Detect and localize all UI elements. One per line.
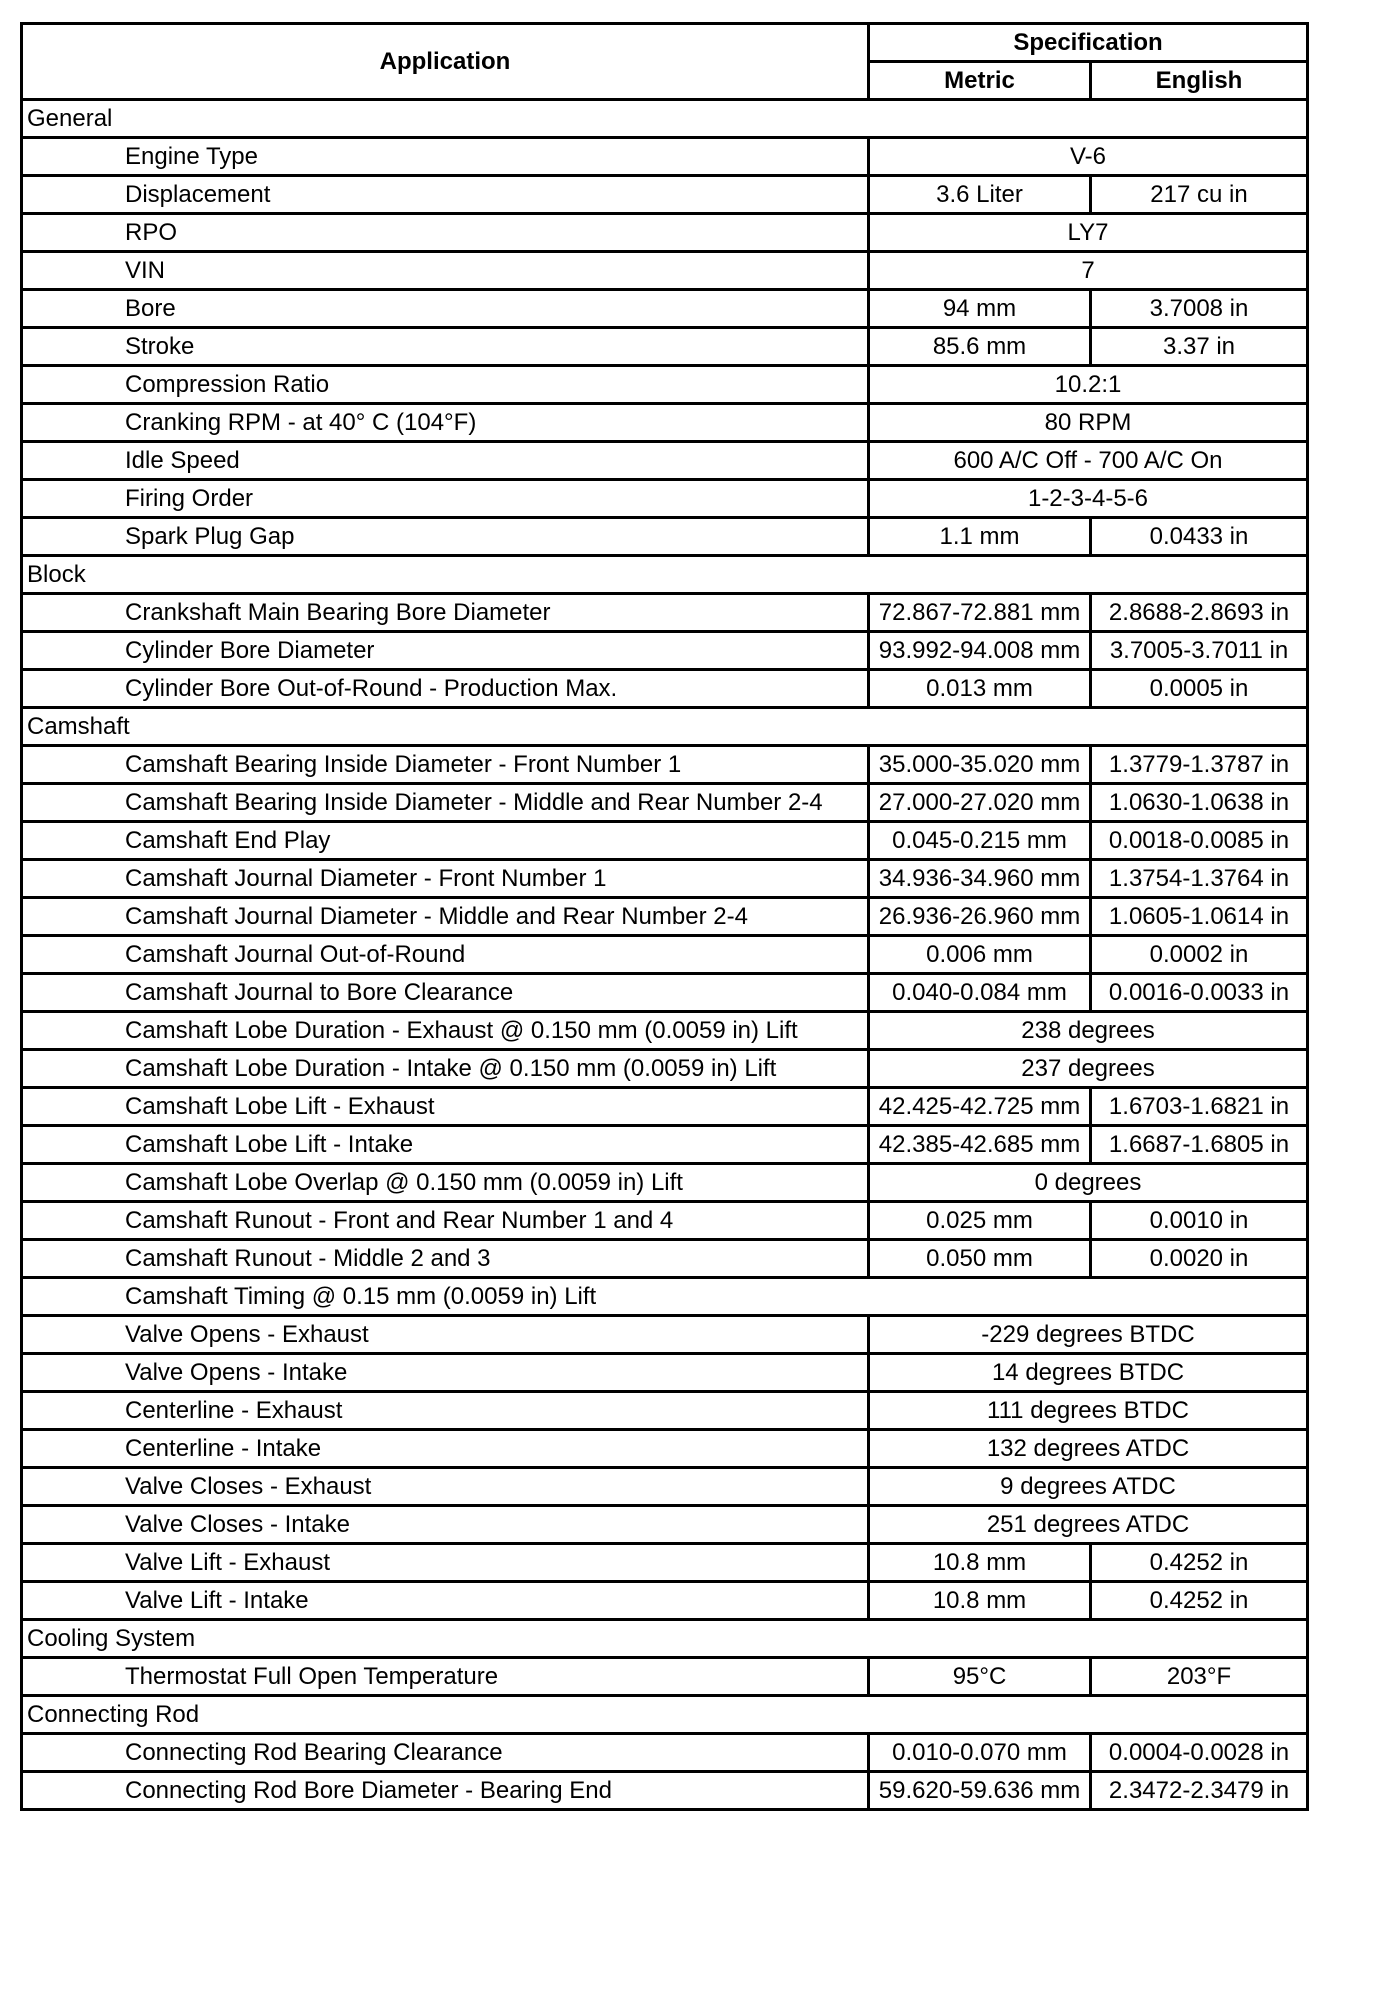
spec-label: Camshaft Lobe Duration - Exhaust @ 0.150 mm (0.0059 in) Lift — [22, 1012, 869, 1050]
specification-rows — [22, 100, 1308, 1810]
spec-label: Camshaft Lobe Duration - Intake @ 0.150 mm (0.0059 in) Lift — [22, 1050, 869, 1088]
spec-english-value: 217 cu in — [1091, 176, 1308, 214]
section-row — [22, 1696, 1308, 1734]
spec-label: Camshaft Runout - Middle 2 and 3 — [22, 1240, 869, 1278]
spec-label: Stroke — [22, 328, 869, 366]
spec-row — [22, 1734, 1308, 1772]
spec-english-value: 3.37 in — [1091, 328, 1308, 366]
spec-row — [22, 1544, 1308, 1582]
spec-metric-value: 93.992-94.008 mm — [869, 632, 1091, 670]
spec-label: Engine Type — [22, 138, 869, 176]
spec-label: Valve Closes - Exhaust — [22, 1468, 869, 1506]
spec-label: Idle Speed — [22, 442, 869, 480]
spec-row — [22, 1506, 1308, 1544]
spec-row — [22, 442, 1308, 480]
spec-english-value: 3.7008 in — [1091, 290, 1308, 328]
spec-row — [22, 1088, 1308, 1126]
spec-value: 251 degrees ATDC — [869, 1506, 1308, 1544]
spec-value: V-6 — [869, 138, 1308, 176]
spec-label: Camshaft Bearing Inside Diameter - Front Number 1 — [22, 746, 869, 784]
spec-label: Camshaft Bearing Inside Diameter - Middle and Rear Number 2-4 — [22, 784, 869, 822]
spec-value: -229 degrees BTDC — [869, 1316, 1308, 1354]
spec-row — [22, 670, 1308, 708]
spec-row — [22, 822, 1308, 860]
spec-metric-value: 0.045-0.215 mm — [869, 822, 1091, 860]
section-row — [22, 708, 1308, 746]
spec-row — [22, 1430, 1308, 1468]
spec-english-value: 0.0010 in — [1091, 1202, 1308, 1240]
spec-label: Valve Lift - Intake — [22, 1582, 869, 1620]
spec-label: Camshaft Journal Out-of-Round — [22, 936, 869, 974]
spec-english-value: 3.7005-3.7011 in — [1091, 632, 1308, 670]
section-row — [22, 1620, 1308, 1658]
section-heading: Block — [22, 556, 1308, 594]
spec-row — [22, 1392, 1308, 1430]
spec-row — [22, 860, 1308, 898]
spec-row — [22, 1012, 1308, 1050]
spec-metric-value: 3.6 Liter — [869, 176, 1091, 214]
spec-label: Cylinder Bore Diameter — [22, 632, 869, 670]
spec-english-value: 1.3779-1.3787 in — [1091, 746, 1308, 784]
spec-metric-value: 26.936-26.960 mm — [869, 898, 1091, 936]
spec-value: 9 degrees ATDC — [869, 1468, 1308, 1506]
spec-row — [22, 366, 1308, 404]
spec-english-value: 0.4252 in — [1091, 1544, 1308, 1582]
spec-row — [22, 1354, 1308, 1392]
spec-row — [22, 1164, 1308, 1202]
spec-metric-value: 0.010-0.070 mm — [869, 1734, 1091, 1772]
spec-metric-value: 35.000-35.020 mm — [869, 746, 1091, 784]
spec-row — [22, 1582, 1308, 1620]
spec-label: Valve Opens - Exhaust — [22, 1316, 869, 1354]
section-row — [22, 100, 1308, 138]
spec-metric-value: 0.013 mm — [869, 670, 1091, 708]
section-heading: Connecting Rod — [22, 1696, 1308, 1734]
spec-label: Valve Opens - Intake — [22, 1354, 869, 1392]
spec-metric-value: 1.1 mm — [869, 518, 1091, 556]
spec-value: 111 degrees BTDC — [869, 1392, 1308, 1430]
spec-label: Displacement — [22, 176, 869, 214]
spec-label: Crankshaft Main Bearing Bore Diameter — [22, 594, 869, 632]
spec-row — [22, 214, 1308, 252]
spec-row — [22, 1126, 1308, 1164]
spec-value: 14 degrees BTDC — [869, 1354, 1308, 1392]
spec-label: Camshaft Lobe Lift - Intake — [22, 1126, 869, 1164]
spec-label: Camshaft Lobe Lift - Exhaust — [22, 1088, 869, 1126]
spec-label: Camshaft Lobe Overlap @ 0.150 mm (0.0059 in) Lift — [22, 1164, 869, 1202]
spec-english-value: 1.6687-1.6805 in — [1091, 1126, 1308, 1164]
header-application: Application — [22, 24, 869, 100]
spec-english-value: 1.3754-1.3764 in — [1091, 860, 1308, 898]
spec-value: 237 degrees — [869, 1050, 1308, 1088]
spec-label: Valve Closes - Intake — [22, 1506, 869, 1544]
engine-specification-table — [20, 22, 1309, 1811]
spec-metric-value: 94 mm — [869, 290, 1091, 328]
spec-label: RPO — [22, 214, 869, 252]
spec-value: 10.2:1 — [869, 366, 1308, 404]
spec-row — [22, 1316, 1308, 1354]
spec-metric-value: 0.050 mm — [869, 1240, 1091, 1278]
spec-value: LY7 — [869, 214, 1308, 252]
spec-metric-value: 72.867-72.881 mm — [869, 594, 1091, 632]
spec-english-value: 2.8688-2.8693 in — [1091, 594, 1308, 632]
spec-value: 7 — [869, 252, 1308, 290]
spec-english-value: 0.0004-0.0028 in — [1091, 1734, 1308, 1772]
spec-row — [22, 480, 1308, 518]
spec-english-value: 0.0020 in — [1091, 1240, 1308, 1278]
section-row — [22, 556, 1308, 594]
spec-metric-value: 85.6 mm — [869, 328, 1091, 366]
spec-english-value: 0.4252 in — [1091, 1582, 1308, 1620]
spec-row — [22, 1050, 1308, 1088]
spec-metric-value: 27.000-27.020 mm — [869, 784, 1091, 822]
spec-label: Cranking RPM - at 40° C (104°F) — [22, 404, 869, 442]
spec-row — [22, 594, 1308, 632]
spec-row — [22, 974, 1308, 1012]
spec-row — [22, 1468, 1308, 1506]
spec-english-value: 0.0433 in — [1091, 518, 1308, 556]
spec-label: Centerline - Intake — [22, 1430, 869, 1468]
spec-row — [22, 936, 1308, 974]
spec-english-value: 2.3472-2.3479 in — [1091, 1772, 1308, 1810]
spec-english-value: 1.0630-1.0638 in — [1091, 784, 1308, 822]
spec-row — [22, 1772, 1308, 1810]
spec-label: Centerline - Exhaust — [22, 1392, 869, 1430]
spec-row — [22, 746, 1308, 784]
spec-english-value: 0.0018-0.0085 in — [1091, 822, 1308, 860]
spec-label: Connecting Rod Bore Diameter - Bearing End — [22, 1772, 869, 1810]
spec-row — [22, 252, 1308, 290]
header-english: English — [1091, 62, 1308, 100]
spec-row — [22, 290, 1308, 328]
spec-row — [22, 1240, 1308, 1278]
spec-metric-value: 10.8 mm — [869, 1582, 1091, 1620]
spec-label: Compression Ratio — [22, 366, 869, 404]
spec-row — [22, 176, 1308, 214]
header-metric: Metric — [869, 62, 1091, 100]
spec-row — [22, 784, 1308, 822]
subheading-label: Camshaft Timing @ 0.15 mm (0.0059 in) Lift — [22, 1278, 1308, 1316]
spec-label: Valve Lift - Exhaust — [22, 1544, 869, 1582]
spec-label: Camshaft Runout - Front and Rear Number 1 and 4 — [22, 1202, 869, 1240]
spec-label: Spark Plug Gap — [22, 518, 869, 556]
spec-english-value: 0.0002 in — [1091, 936, 1308, 974]
spec-value: 80 RPM — [869, 404, 1308, 442]
spec-english-value: 1.6703-1.6821 in — [1091, 1088, 1308, 1126]
subheading-row — [22, 1278, 1308, 1316]
spec-label: Connecting Rod Bearing Clearance — [22, 1734, 869, 1772]
spec-metric-value: 34.936-34.960 mm — [869, 860, 1091, 898]
spec-english-value: 203°F — [1091, 1658, 1308, 1696]
spec-label: Camshaft End Play — [22, 822, 869, 860]
spec-value: 238 degrees — [869, 1012, 1308, 1050]
spec-metric-value: 42.425-42.725 mm — [869, 1088, 1091, 1126]
spec-english-value: 0.0016-0.0033 in — [1091, 974, 1308, 1012]
section-heading: Camshaft — [22, 708, 1308, 746]
spec-row — [22, 898, 1308, 936]
spec-row — [22, 1658, 1308, 1696]
spec-row — [22, 1202, 1308, 1240]
spec-metric-value: 0.006 mm — [869, 936, 1091, 974]
header-specification: Specification — [869, 24, 1308, 62]
spec-value: 0 degrees — [869, 1164, 1308, 1202]
spec-metric-value: 0.040-0.084 mm — [869, 974, 1091, 1012]
spec-label: Camshaft Journal to Bore Clearance — [22, 974, 869, 1012]
spec-label: Camshaft Journal Diameter - Front Number 1 — [22, 860, 869, 898]
spec-metric-value: 10.8 mm — [869, 1544, 1091, 1582]
spec-english-value: 1.0605-1.0614 in — [1091, 898, 1308, 936]
spec-metric-value: 0.025 mm — [869, 1202, 1091, 1240]
spec-value: 132 degrees ATDC — [869, 1430, 1308, 1468]
section-heading: Cooling System — [22, 1620, 1308, 1658]
spec-label: Firing Order — [22, 480, 869, 518]
spec-row — [22, 328, 1308, 366]
section-heading: General — [22, 100, 1308, 138]
spec-label: Thermostat Full Open Temperature — [22, 1658, 869, 1696]
spec-english-value: 0.0005 in — [1091, 670, 1308, 708]
spec-value: 600 A/C Off - 700 A/C On — [869, 442, 1308, 480]
spec-label: Camshaft Journal Diameter - Middle and Rear Number 2-4 — [22, 898, 869, 936]
spec-row — [22, 138, 1308, 176]
spec-label: Cylinder Bore Out-of-Round - Production Max. — [22, 670, 869, 708]
spec-label: VIN — [22, 252, 869, 290]
spec-value: 1-2-3-4-5-6 — [869, 480, 1308, 518]
spec-label: Bore — [22, 290, 869, 328]
spec-metric-value: 95°C — [869, 1658, 1091, 1696]
spec-metric-value: 42.385-42.685 mm — [869, 1126, 1091, 1164]
spec-row — [22, 404, 1308, 442]
spec-metric-value: 59.620-59.636 mm — [869, 1772, 1091, 1810]
spec-row — [22, 518, 1308, 556]
spec-row — [22, 632, 1308, 670]
